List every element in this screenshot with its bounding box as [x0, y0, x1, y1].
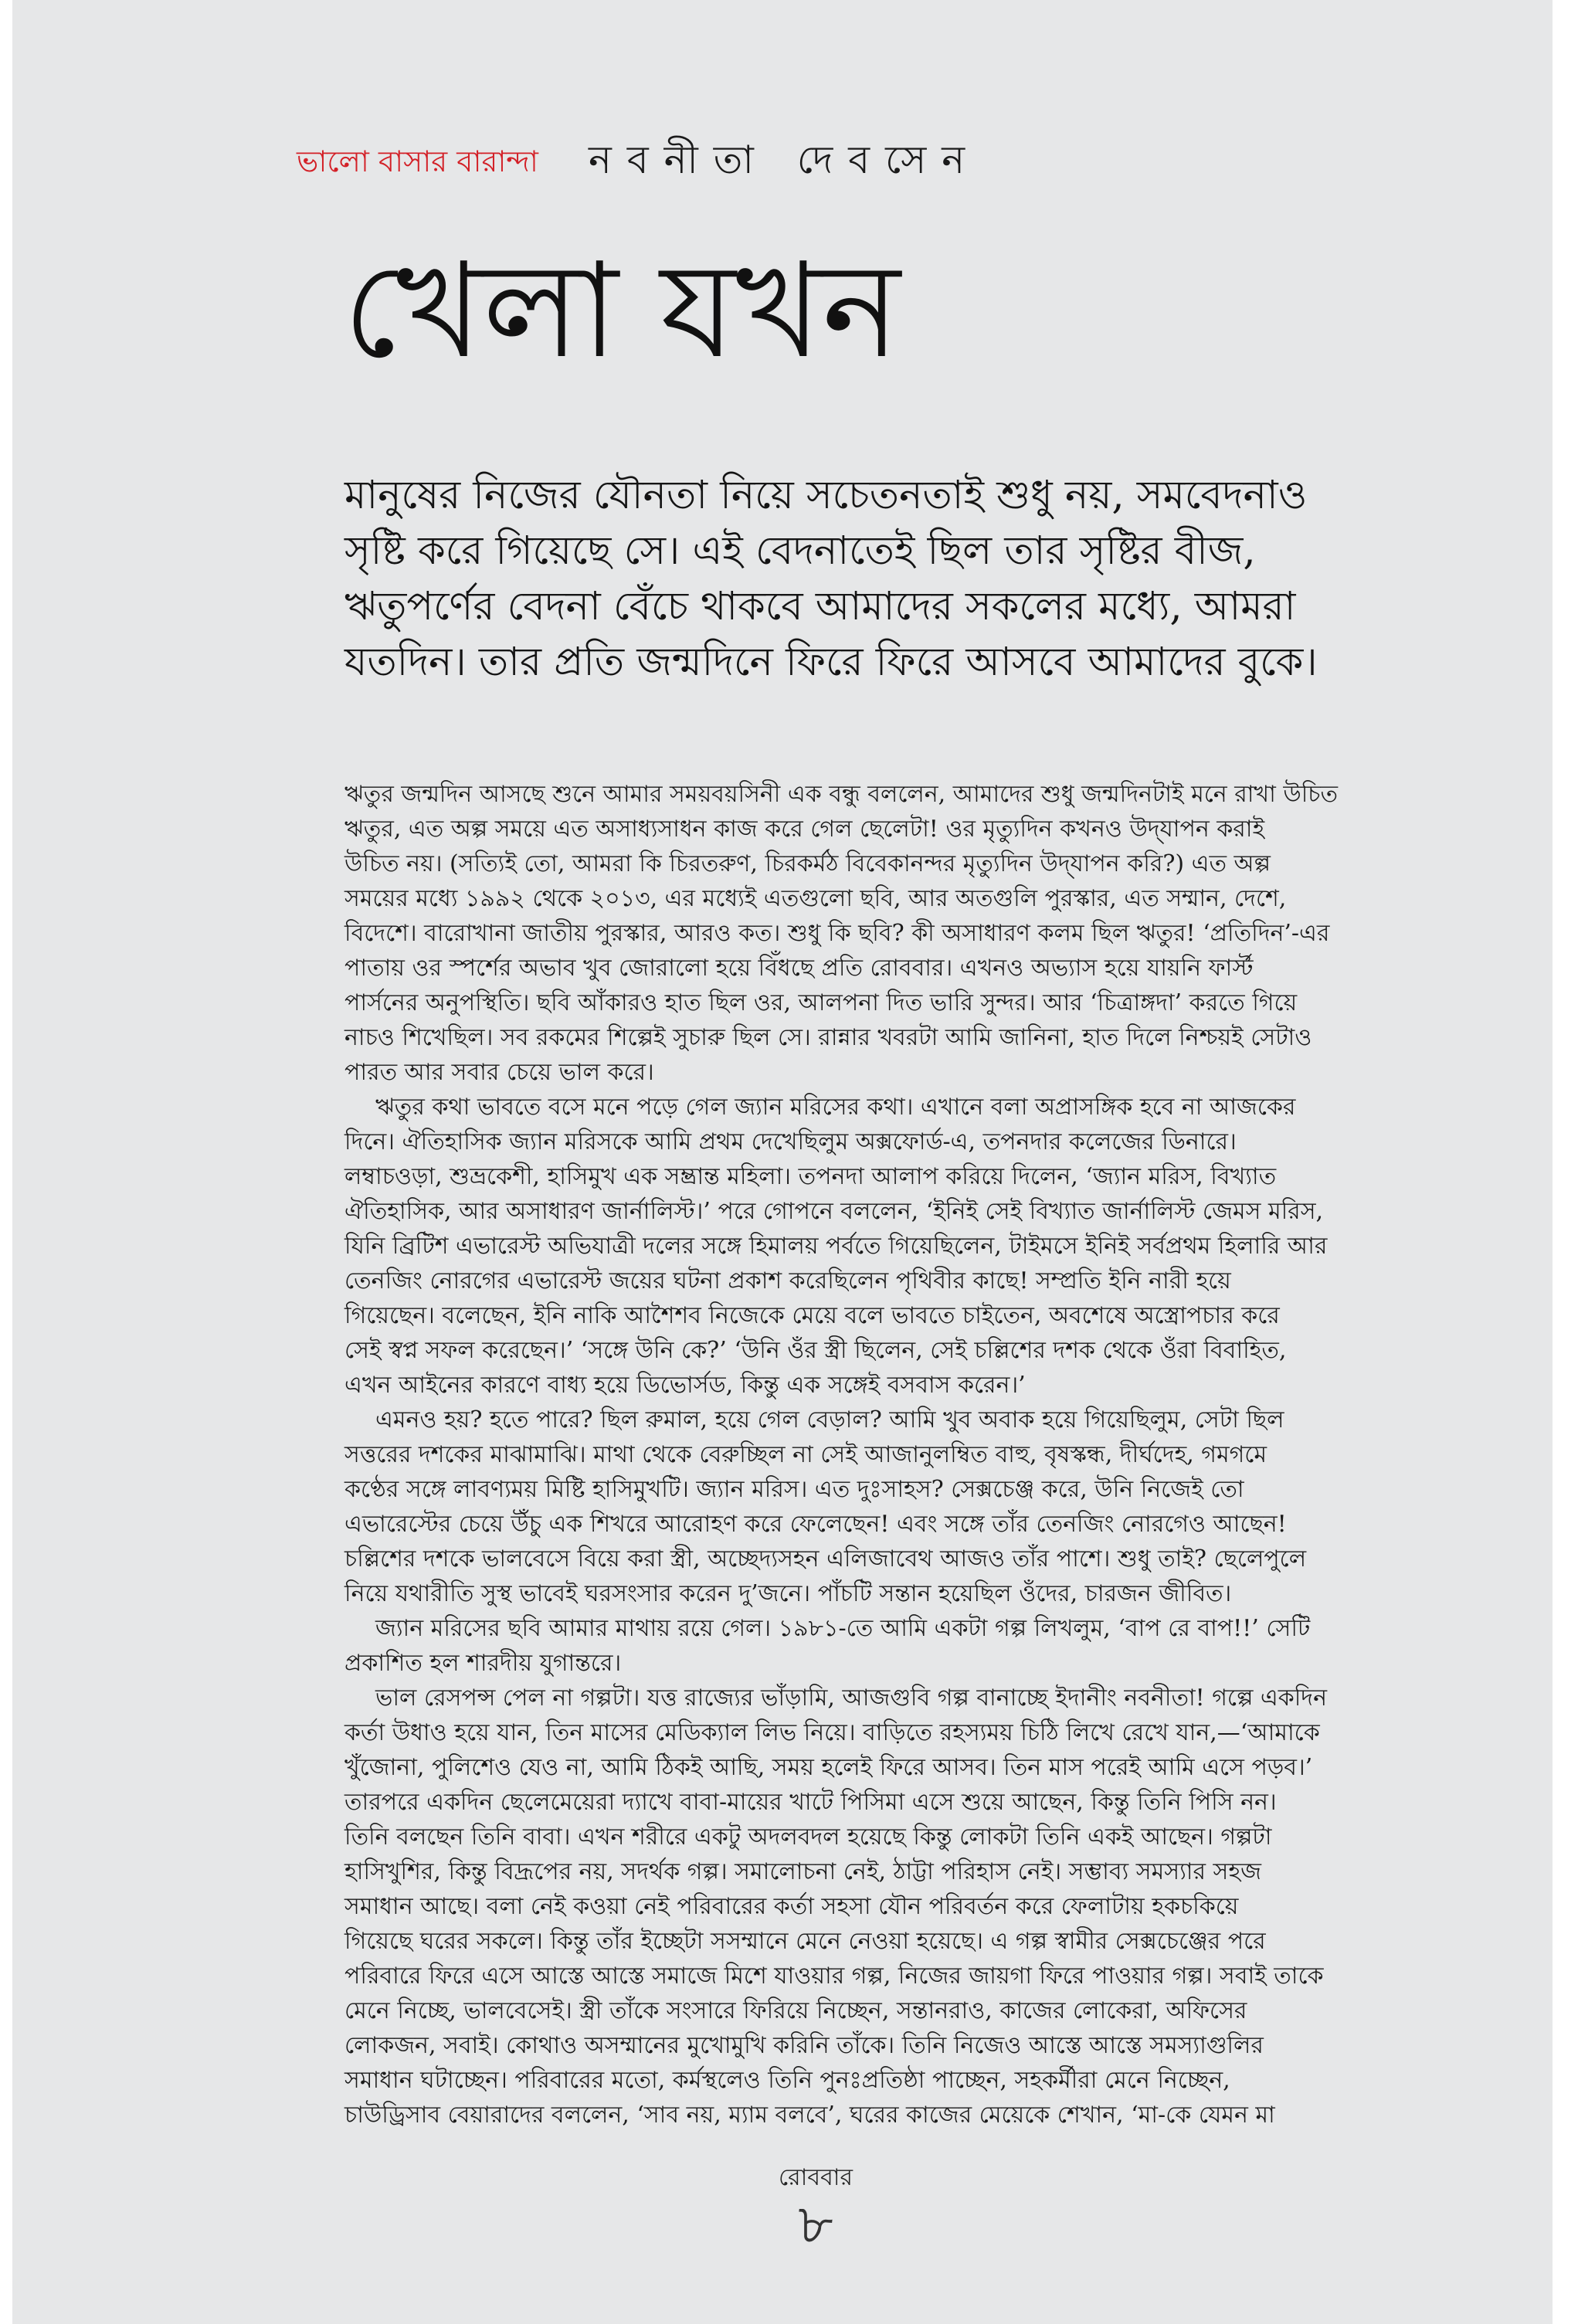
body-line: জ্যান মরিসের ছবি আমার মাথায় রয়ে গেল। ১৯৮১-তে আমি একটা গল্প লিখলুম, ‘বাপ রে বাপ!!’ সেটি — [375, 1615, 1311, 1642]
body-line: নাচও শিখেছিল। সব রকমের শিল্পেই সুচারু ছিল সে। রান্নার খবরটা আমি জানিনা, হাত দিলে নিশ্চয়ই সেটাও — [344, 1024, 1312, 1051]
body-line: লম্বাচওড়া, শুভ্রকেশী, হাসিমুখ এক সম্ভ্রান্ত মহিলা। তপনদা আলাপ করিয়ে দিলেন, ‘জ্যান মরিস, বিখ্যাত — [344, 1163, 1277, 1190]
body-line: খুঁজোনা, পুলিশেও যেও না, আমি ঠিকই আছি, সময় হলেই ফিরে আসব। তিন মাস পরেই আমি এসে পড়ব।’ — [344, 1754, 1313, 1781]
page-footer — [738, 2163, 893, 2255]
body-line: এখন আইনের কারণে বাধ্য হয়ে ডিভোর্সড, কিন্তু এক সঙ্গেই বসবাস করেন।’ — [344, 1372, 1026, 1399]
body-line: ঋতুর জন্মদিন আসছে শুনে আমার সময়বয়সিনী এক বন্ধু বললেন, আমাদের শুধু জন্মদিনটাই মনে রাখা উচিত — [344, 781, 1339, 808]
body-line: ভাল রেসপন্স পেল না গল্পটা। যত্ত রাজ্যের ভাঁড়ামি, আজগুবি গল্প বানাচ্ছে ইদানীং নবনীতা! গল্পে একদিন — [375, 1684, 1327, 1712]
page-number: ৮ — [798, 2193, 833, 2256]
page — [12, 0, 1553, 2324]
body-line: পাতায় ওর স্পর্শের অভাব খুব জোরালো হয়ে বিঁধছে প্রতি রোববার। এখনও অভ্যাস হয়ে যায়নি ফার্স্ট — [344, 955, 1254, 982]
body-line: চল্লিশের দশকে ভালবেসে বিয়ে করা স্ত্রী, অচ্ছেদ্যসহন এলিজাবেথ আজও তাঁর পাশে। শুধু তাই? ছেলেপুলে — [344, 1545, 1307, 1573]
body-line: পার্সনের অনুপস্থিতি। ছবি আঁকারও হাত ছিল ওর, আলপনা দিত ভারি সুন্দর। আর ‘চিত্রাঙ্গদা’ করতে গিয়ে — [344, 989, 1298, 1016]
body-line: লোকজন, সবাই। কোথাও অসম্মানের মুখোমুখি করিনি তাঁকে। তিনি নিজেও আস্তে আস্তে সমস্যাগুলির — [344, 2032, 1264, 2059]
article-body — [344, 777, 1379, 2132]
body-line: এমনও হয়? হতে পারে? ছিল রুমাল, হয়ে গেল বেড়াল? আমি খুব অবাক হয়ে গিয়েছিলুম, সেটা ছিল — [375, 1406, 1284, 1433]
body-line: তেনজিং নোরগের এভারেস্ট জয়ের ঘটনা প্রকাশ করেছিলেন পৃথিবীর কাছে! সম্প্রতি ইনি নারী হয়ে — [344, 1267, 1231, 1294]
lede — [344, 468, 1387, 690]
body-line: চাউড্রিসাব বেয়ারাদের বললেন, ‘সাব নয়, ম্যাম বলবে’, ঘরের কাজের মেয়েকে শেখান, ‘মা-কে যেমন মা — [344, 2102, 1275, 2129]
body-line: উচিত নয়। (সত্যিই তো, আমরা কি চিরতরুণ, চিরকর্মঠ বিবেকানন্দর মৃত্যুদিন উদ্‌যাপন করি?) এত অল্প — [344, 850, 1271, 877]
body-line: সমাধান ঘটাচ্ছেন। পরিবারের মতো, কর্মস্থলেও তিনি পুনঃপ্রতিষ্ঠা পাচ্ছেন, সহকর্মীরা মেনে নিচ্ছেন, — [344, 2067, 1230, 2094]
body-line: সত্তরের দশকের মাঝামাঝি। মাথা থেকে বেরুচ্ছিল না সেই আজানুলম্বিত বাহু, বৃষস্কন্ধ, দীর্ঘদেহ, গমগমে — [344, 1441, 1267, 1468]
body-line: পরিবারে ফিরে এসে আস্তে আস্তে সমাজে মিশে যাওয়ার গল্প, নিজের জায়গা ফিরে পাওয়ার গল্প। সবাই তাকে — [344, 1963, 1324, 1990]
body-line: মেনে নিচ্ছে, ভালবেসেই। স্ত্রী তাঁকে সংসারে ফিরিয়ে নিচ্ছেন, সন্তানরাও, কাজের লোকেরা, অফিসের — [344, 1997, 1247, 2024]
column-series-name: ভালো বাসার বারান্দা — [297, 144, 538, 178]
lede-line: যতদিন। তার প্রতি জন্মদিনে ফিরে ফিরে আসবে আমাদের বুকে। — [344, 640, 1318, 685]
body-line: প্রকাশিত হল শারদীয় যুগান্তরে। — [344, 1650, 622, 1677]
lede-line: সৃষ্টি করে গিয়েছে সে। এই বেদনাতেই ছিল তার সৃষ্টির বীজ, — [344, 528, 1256, 574]
article-title: খেলা যখন — [343, 235, 901, 388]
body-line: তিনি বলছেন তিনি বাবা। এখন শরীরে একটু অদলবদল হয়েছে কিন্তু লোকটা তিনি একই আছেন। গল্পটা — [344, 1824, 1272, 1851]
publication-name: রোববার — [779, 2164, 853, 2191]
body-line: কর্তা উধাও হয়ে যান, তিন মাসের মেডিক্যাল লিভ নিয়ে। বাড়িতে রহস্যময় চিঠি লিখে রেখে যান,—‘আমাকে — [344, 1719, 1320, 1746]
body-line: এভারেস্টের চেয়ে উঁচু এক শিখরে আরোহণ করে ফেলেছেন! এবং সঙ্গে তাঁর তেনজিং নোরগেও আছেন! — [344, 1511, 1287, 1538]
body-line: গিয়েছে ঘরের সকলে। কিন্তু তাঁর ইচ্ছেটা সসম্মানে মেনে নেওয়া হয়েছে। এ গল্প স্বামীর সেক্সচেঞ্জের পরে — [344, 1928, 1266, 1955]
body-line: তারপরে একদিন ছেলেমেয়েরা দ্যাখে বাবা-মায়ের খাটে পিসিমা এসে শুয়ে আছেন, কিন্তু তিনি পিসি নন। — [344, 1789, 1277, 1816]
body-line: ঐতিহাসিক, আর অসাধারণ জার্নালিস্ট।’ পরে গোপনে বললেন, ‘ইনিই সেই বিখ্যাত জার্নালিস্ট জেমস মরিস, — [344, 1198, 1324, 1225]
body-line: নিয়ে যথারীতি সুস্থ ভাবেই ঘরসংসার করেন দু’জনে। পাঁচটি সন্তান হয়েছিল ওঁদের, চারজন জীবিত। — [344, 1580, 1232, 1607]
body-line: বিদেশে। বারোখানা জাতীয় পুরস্কার, আরও কত। শুধু কি ছবি? কী অসাধারণ কলম ছিল ঋতুর! ‘প্রতিদিন’-এর — [344, 920, 1330, 947]
body-line: পারত আর সবার চেয়ে ভাল করে। — [344, 1059, 654, 1086]
body-line: কণ্ঠের সঙ্গে লাবণ্যময় মিষ্টি হাসিমুখটি। জ্যান মরিস। এত দুঃসাহস? সেক্সচেঞ্জ করে, উনি নিজেই তো — [344, 1476, 1244, 1503]
body-line: গিয়েছেন। বলেছেন, ইনি নাকি আশৈশব নিজেকে মেয়ে বলে ভাবতে চাইতেন, অবশেষে অস্ত্রোপচার করে — [344, 1302, 1280, 1329]
body-line: দিনে। ঐতিহাসিক জ্যান মরিসকে আমি প্রথম দেখেছিলুম অক্সফোর্ড-এ, তপনদার কলেজের ডিনারে। — [344, 1128, 1237, 1155]
body-line: সমাধান আছে। বলা নেই কওয়া নেই পরিবারের কর্তা সহসা যৌন পরিবর্তন করে ফেলাটায় হকচকিয়ে — [344, 1893, 1239, 1920]
header — [297, 131, 980, 195]
body-line: ঋতুর, এত অল্প সময়ে এত অসাধ্যসাধন কাজ করে গেল ছেলেটা! ওর মৃত্যুদিন কখনও উদ্‌যাপন করাই — [344, 816, 1265, 843]
body-line: হাসিখুশির, কিন্তু বিদ্রূপের নয়, সদর্থক গল্প। সমালোচনা নেই, ঠাট্টা পরিহাস নেই। সম্ভাব্য সমস্যার সহজ — [344, 1858, 1261, 1885]
body-line: সেই স্বপ্ন সফল করেছেন।’ ‘সঙ্গে উনি কে?’ ‘উনি ওঁর স্ত্রী ছিলেন, সেই চল্লিশের দশক থেকে ওঁরা বিবাহিত, — [344, 1337, 1287, 1364]
body-line: সময়ের মধ্যে ১৯৯২ থেকে ২০১৩, এর মধ্যেই এতগুলো ছবি, আর অতগুলি পুরস্কার, এত সম্মান, দেশে, — [344, 885, 1287, 912]
body-line: যিনি ব্রিটিশ এভারেস্ট অভিযাত্রী দলের সঙ্গে হিমালয় পর্বতে গিয়েছিলেন, টাইমসে ইনিই সর্বপ্রথম হিলারি আর — [344, 1233, 1328, 1260]
author-name: নবনীতা দেবসেন — [588, 137, 981, 182]
lede-line: ঋতুপর্ণের বেদনা বেঁচে থাকবে আমাদের সকলের মধ্যে, আমরা — [344, 584, 1296, 629]
lede-line: মানুষের নিজের যৌনতা নিয়ে সচেতনতাই শুধু নয়, সমবেদনাও — [344, 473, 1308, 518]
body-line: ঋতুর কথা ভাবতে বসে মনে পড়ে গেল জ্যান মরিসের কথা। এখানে বলা অপ্রাসঙ্গিক হবে না আজকের — [375, 1094, 1296, 1121]
